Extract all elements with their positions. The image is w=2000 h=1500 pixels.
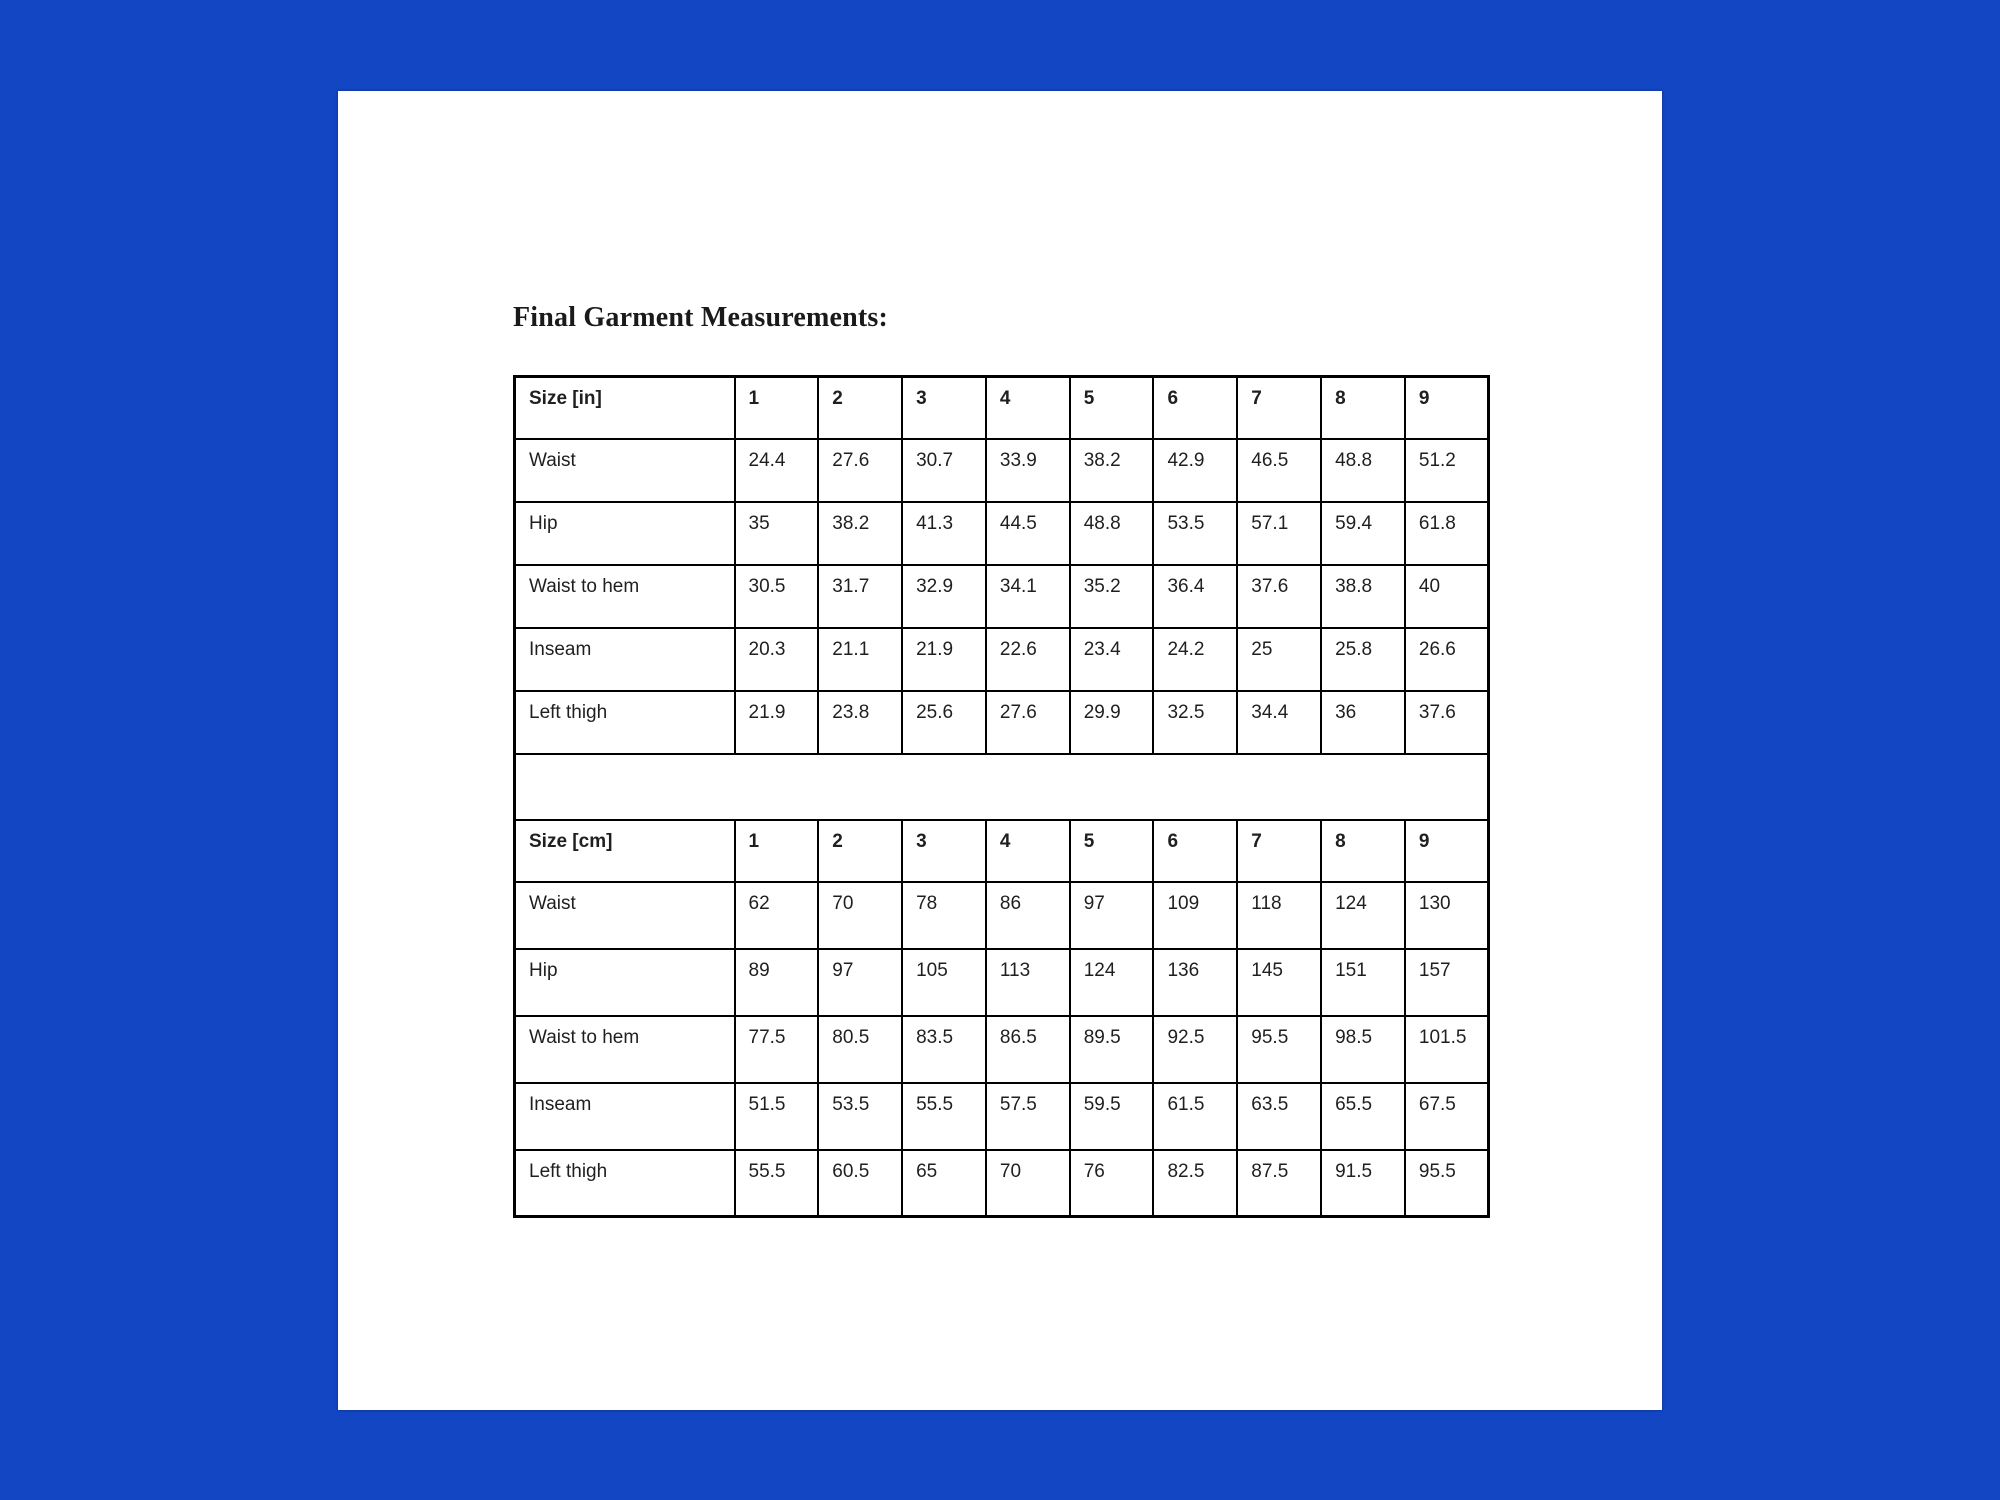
measurement-value-cell: 57.5 (986, 1083, 1070, 1150)
measurement-row (515, 439, 1489, 502)
size-header-cell: 8 (1321, 820, 1405, 882)
measurement-value-cell: 27.6 (818, 439, 902, 502)
measurement-value-cell: 53.5 (818, 1083, 902, 1150)
measurement-value-cell: 97 (818, 949, 902, 1016)
measurement-value-cell: 82.5 (1153, 1150, 1237, 1217)
measurement-value-cell: 30.7 (902, 439, 986, 502)
measurements-table (513, 375, 1490, 1218)
measurement-value-cell: 76 (1070, 1150, 1154, 1217)
measurement-value-cell: 78 (902, 882, 986, 949)
measurement-value-cell: 86.5 (986, 1016, 1070, 1083)
measurement-value-cell: 30.5 (735, 565, 819, 628)
measurement-value-cell: 151 (1321, 949, 1405, 1016)
measurement-value-cell: 92.5 (1153, 1016, 1237, 1083)
size-header-row (515, 820, 1489, 882)
measurement-value-cell: 65.5 (1321, 1083, 1405, 1150)
measurement-value-cell: 57.1 (1237, 502, 1321, 565)
measurement-label-cell: Inseam (515, 1083, 735, 1150)
measurement-row (515, 502, 1489, 565)
measurement-value-cell: 31.7 (818, 565, 902, 628)
measurement-row (515, 1016, 1489, 1083)
measurement-value-cell: 83.5 (902, 1016, 986, 1083)
measurement-value-cell: 105 (902, 949, 986, 1016)
measurement-value-cell: 59.5 (1070, 1083, 1154, 1150)
measurement-label-cell: Hip (515, 949, 735, 1016)
size-header-cell: 1 (735, 377, 819, 439)
measurement-value-cell: 33.9 (986, 439, 1070, 502)
measurement-value-cell: 51.5 (735, 1083, 819, 1150)
measurement-value-cell: 34.4 (1237, 691, 1321, 754)
measurement-value-cell: 44.5 (986, 502, 1070, 565)
measurement-label-cell: Waist (515, 882, 735, 949)
measurement-value-cell: 26.6 (1405, 628, 1489, 691)
measurement-value-cell: 65 (902, 1150, 986, 1217)
measurement-value-cell: 98.5 (1321, 1016, 1405, 1083)
measurement-label-cell: Waist (515, 439, 735, 502)
measurement-row (515, 1150, 1489, 1217)
measurement-value-cell: 62 (735, 882, 819, 949)
measurement-value-cell: 157 (1405, 949, 1489, 1016)
document-page (338, 91, 1662, 1410)
measurement-value-cell: 36 (1321, 691, 1405, 754)
measurement-value-cell: 118 (1237, 882, 1321, 949)
measurement-value-cell: 59.4 (1321, 502, 1405, 565)
measurement-value-cell: 67.5 (1405, 1083, 1489, 1150)
measurement-value-cell: 25.6 (902, 691, 986, 754)
measurement-value-cell: 48.8 (1070, 502, 1154, 565)
size-header-cell: 4 (986, 377, 1070, 439)
measurement-value-cell: 51.2 (1405, 439, 1489, 502)
size-header-cell: 1 (735, 820, 819, 882)
measurement-value-cell: 42.9 (1153, 439, 1237, 502)
measurement-label-cell: Waist to hem (515, 565, 735, 628)
table-spacer-cell (515, 754, 1489, 820)
measurement-row (515, 882, 1489, 949)
measurement-value-cell: 38.8 (1321, 565, 1405, 628)
measurement-value-cell: 97 (1070, 882, 1154, 949)
measurement-value-cell: 53.5 (1153, 502, 1237, 565)
size-header-cell: 6 (1153, 377, 1237, 439)
size-header-cell: 9 (1405, 377, 1489, 439)
measurement-value-cell: 37.6 (1405, 691, 1489, 754)
measurement-value-cell: 37.6 (1237, 565, 1321, 628)
measurement-row (515, 691, 1489, 754)
measurement-value-cell: 35.2 (1070, 565, 1154, 628)
measurement-value-cell: 145 (1237, 949, 1321, 1016)
measurement-value-cell: 25 (1237, 628, 1321, 691)
measurement-value-cell: 63.5 (1237, 1083, 1321, 1150)
measurement-value-cell: 113 (986, 949, 1070, 1016)
size-header-cell: 8 (1321, 377, 1405, 439)
page-title: Final Garment Measurements: (513, 302, 889, 333)
measurement-value-cell: 20.3 (735, 628, 819, 691)
size-header-cell: 5 (1070, 377, 1154, 439)
size-header-cell: 7 (1237, 377, 1321, 439)
measurement-value-cell: 24.4 (735, 439, 819, 502)
measurement-value-cell: 36.4 (1153, 565, 1237, 628)
measurement-value-cell: 86 (986, 882, 1070, 949)
measurement-value-cell: 22.6 (986, 628, 1070, 691)
measurement-value-cell: 101.5 (1405, 1016, 1489, 1083)
measurement-value-cell: 24.2 (1153, 628, 1237, 691)
measurement-value-cell: 23.8 (818, 691, 902, 754)
measurement-value-cell: 70 (986, 1150, 1070, 1217)
measurement-value-cell: 38.2 (818, 502, 902, 565)
size-header-cell: 2 (818, 377, 902, 439)
measurement-value-cell: 23.4 (1070, 628, 1154, 691)
size-header-cell: 2 (818, 820, 902, 882)
measurement-label-cell: Waist to hem (515, 1016, 735, 1083)
measurement-row (515, 949, 1489, 1016)
measurement-value-cell: 32.9 (902, 565, 986, 628)
measurement-value-cell: 29.9 (1070, 691, 1154, 754)
measurement-value-cell: 109 (1153, 882, 1237, 949)
measurement-value-cell: 55.5 (902, 1083, 986, 1150)
measurement-value-cell: 91.5 (1321, 1150, 1405, 1217)
measurement-value-cell: 89.5 (1070, 1016, 1154, 1083)
table-spacer-row (515, 754, 1489, 820)
measurement-value-cell: 61.5 (1153, 1083, 1237, 1150)
unit-label-cell: Size [cm] (515, 820, 735, 882)
measurement-row (515, 565, 1489, 628)
measurement-label-cell: Left thigh (515, 1150, 735, 1217)
measurement-label-cell: Left thigh (515, 691, 735, 754)
measurement-value-cell: 77.5 (735, 1016, 819, 1083)
measurements-table-body (515, 377, 1489, 1217)
size-header-cell: 3 (902, 377, 986, 439)
measurement-value-cell: 21.9 (902, 628, 986, 691)
measurement-value-cell: 21.9 (735, 691, 819, 754)
size-header-cell: 5 (1070, 820, 1154, 882)
unit-label-cell: Size [in] (515, 377, 735, 439)
size-header-row (515, 377, 1489, 439)
measurement-value-cell: 87.5 (1237, 1150, 1321, 1217)
measurement-value-cell: 95.5 (1237, 1016, 1321, 1083)
measurement-value-cell: 40 (1405, 565, 1489, 628)
measurement-value-cell: 41.3 (902, 502, 986, 565)
measurement-value-cell: 48.8 (1321, 439, 1405, 502)
measurement-value-cell: 130 (1405, 882, 1489, 949)
measurement-label-cell: Hip (515, 502, 735, 565)
size-header-cell: 4 (986, 820, 1070, 882)
measurement-value-cell: 32.5 (1153, 691, 1237, 754)
measurement-value-cell: 124 (1070, 949, 1154, 1016)
measurement-row (515, 628, 1489, 691)
measurement-value-cell: 124 (1321, 882, 1405, 949)
measurement-label-cell: Inseam (515, 628, 735, 691)
measurement-value-cell: 89 (735, 949, 819, 1016)
measurement-value-cell: 95.5 (1405, 1150, 1489, 1217)
measurement-value-cell: 70 (818, 882, 902, 949)
measurement-value-cell: 38.2 (1070, 439, 1154, 502)
measurement-value-cell: 35 (735, 502, 819, 565)
measurement-value-cell: 136 (1153, 949, 1237, 1016)
size-header-cell: 9 (1405, 820, 1489, 882)
measurement-value-cell: 60.5 (818, 1150, 902, 1217)
size-header-cell: 7 (1237, 820, 1321, 882)
measurement-value-cell: 61.8 (1405, 502, 1489, 565)
measurement-value-cell: 80.5 (818, 1016, 902, 1083)
size-header-cell: 6 (1153, 820, 1237, 882)
measurement-value-cell: 27.6 (986, 691, 1070, 754)
measurement-value-cell: 55.5 (735, 1150, 819, 1217)
measurement-value-cell: 34.1 (986, 565, 1070, 628)
measurement-value-cell: 25.8 (1321, 628, 1405, 691)
measurement-value-cell: 46.5 (1237, 439, 1321, 502)
size-header-cell: 3 (902, 820, 986, 882)
measurement-row (515, 1083, 1489, 1150)
measurement-value-cell: 21.1 (818, 628, 902, 691)
